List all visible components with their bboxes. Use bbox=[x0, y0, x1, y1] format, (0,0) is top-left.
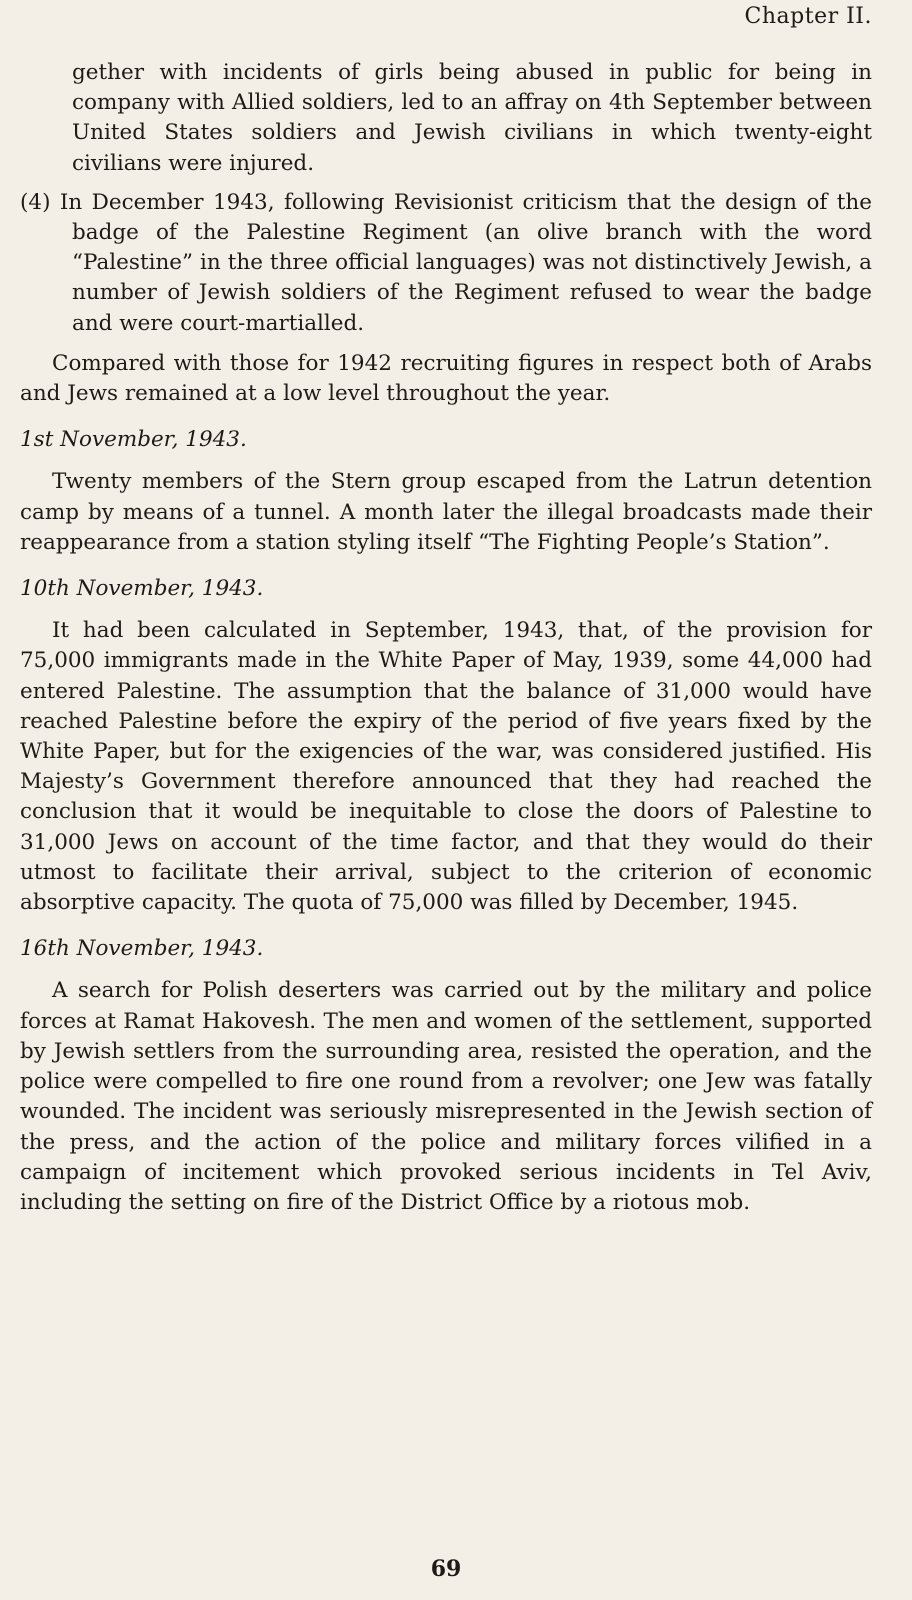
paragraph-stern-group: Twenty members of the Stern group escaped from the Latrun detention camp by means of a tunnel. A month later the illegal broadcasts made their reappearance from a station styling itself “The Fighting People’s Station”. bbox=[20, 469, 872, 555]
chapter-header: Chapter II. bbox=[744, 4, 872, 29]
paragraph-recruiting: Compared with those for 1942 recruiting figures in respect both of Arabs and Jews remained at a low level throughout the year. bbox=[20, 350, 872, 407]
date-heading-3: 16th November, 1943. bbox=[20, 936, 264, 962]
date-heading-2: 10th November, 1943. bbox=[20, 576, 264, 602]
paragraph-immigration: It had been calculated in September, 1943, that, of the provision for 75,000 immigrants made in the White Paper of May, 1939, some 44,000 had entered Palestine. The assumption that the balance of 31,000 would have reached Palestine before the expiry of the period of five years fixed by the White Paper, but for the exigencies of the war, was considered justified. His Majesty’s Government therefore announced that they had reached the conclusion that it would be inequitable to close the doors of Palestine to 31,000 Jews on account of the time factor, and that they would do their utmost to facilitate their arrival, subject to the criterion of economic absorptive capacity. The quota of 75,000 was filled by December, 1945. bbox=[20, 618, 872, 916]
paragraph-continuation: gether with incidents of girls being abused in public for being in company with Allied soldiers, led to an affray on 4th September between United States soldiers and Jewish civilians in which twenty-eight civilians were injured. bbox=[72, 60, 872, 176]
page-number: 69 bbox=[430, 1556, 462, 1582]
body-text bbox=[20, 58, 872, 1218]
document-page bbox=[20, 0, 872, 1600]
paragraph-polish-deserters: A search for Polish deserters was carried out by the military and police forces at Ramat Hakovesh. The men and women of the settlement, supported by Jewish settlers from the surrounding area, resisted the operation, and the police were compelled to fire one round from a revolver; one Jew was fatally wounded. The incident was seriously misrepresented in the Jewish section of the press, and the action of the police and military forces vilified in a campaign of incitement which provoked serious incidents in Tel Aviv, including the setting on fire of the District Office by a riotous mob. bbox=[20, 978, 872, 1215]
numbered-item-4: (4) In December 1943, following Revisionist criticism that the design of the badge of the Palestine Regiment (an olive branch with the word “Palestine” in the three official languages) was not distinctively Jewish, a number of Jewish soldiers of the Regiment refused to wear the badge and were court-martialled. bbox=[20, 189, 872, 336]
date-heading-1: 1st November, 1943. bbox=[20, 427, 247, 453]
